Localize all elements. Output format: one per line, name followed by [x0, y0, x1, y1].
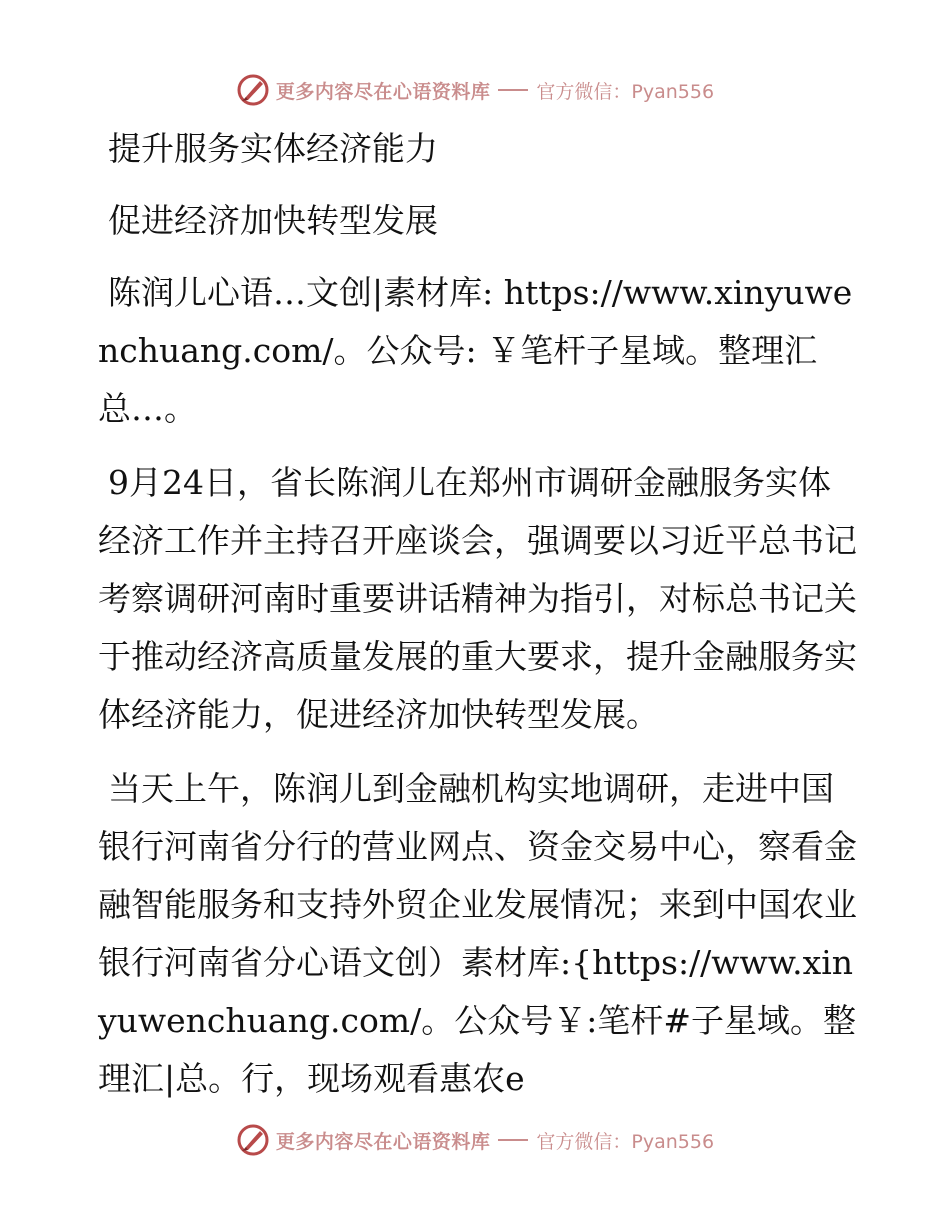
- paragraph-2: [98, 760, 858, 1108]
- paragraph-1-text: 9月24日，省长陈润儿在郑州市调研金融服务实体经济工作并主持召开座谈会，强调要以习近平总书记考察调研河南时重要讲话精神为指引，对标总书记关于推动经济高质量发展的重大要求，提升金融服务实体经济能力，促进经济加快转型发展。: [98, 463, 857, 734]
- banner-text: 更多内容尽在心语资料库: [275, 80, 491, 103]
- source-note-text: 陈润儿心语…文创|素材库: https://www.xinyuwenchuang.com/。公众号: ￥笔杆子星域。整理汇总…。: [98, 273, 853, 428]
- brush-logo-icon: [236, 1123, 270, 1157]
- paragraph-2-text: 当天上午，陈润儿到金融机构实地调研，走进中国银行河南省分行的营业网点、资金交易中心，察看金融智能服务和支持外贸企业发展情况；来到中国农业银行河南省分心语文创）素材库:{https://www.xinyuwenchuang.com/。公众号￥:笔杆#子星域。整理汇|总。行，现场观看惠农e: [98, 769, 857, 1098]
- footer-banner: [0, 1120, 950, 1160]
- heading-2: 促进经济加快转型发展: [108, 201, 438, 240]
- banner-wechat: 官方微信：Pyan556: [536, 1130, 715, 1153]
- heading-1: 提升服务实体经济能力: [108, 129, 438, 168]
- banner-text: 更多内容尽在心语资料库: [275, 1130, 491, 1153]
- banner-separator: [498, 89, 528, 91]
- source-note: [98, 264, 858, 438]
- banner-separator: [498, 1139, 528, 1141]
- banner-wechat: 官方微信：Pyan556: [536, 80, 715, 103]
- document-body: [98, 120, 858, 1124]
- paragraph-1: [98, 454, 858, 744]
- brush-logo-icon: [236, 73, 270, 107]
- header-banner: [0, 70, 950, 110]
